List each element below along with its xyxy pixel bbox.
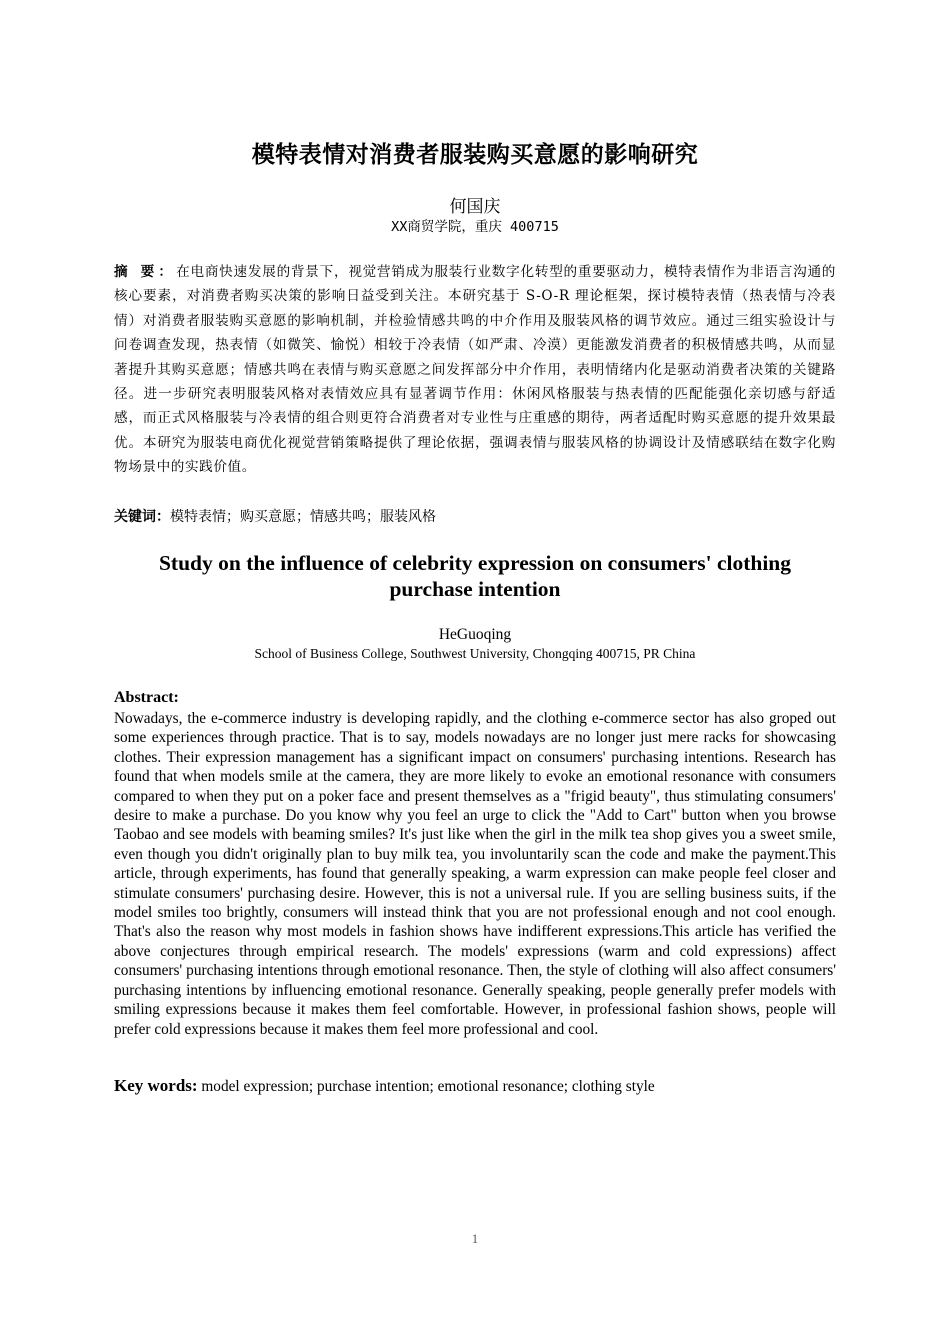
english-keywords-text: model expression; purchase intention; emotional resonance; clothing style (197, 1078, 655, 1095)
english-abstract-label: Abstract: (114, 689, 179, 706)
page-number: 1 (471, 1232, 479, 1246)
english-keywords (114, 1075, 836, 1098)
english-title: Study on the influence of celebrity expression on consumers' clothing purchase intention (158, 551, 792, 601)
chinese-keywords (114, 506, 836, 528)
chinese-title: 模特表情对消费者服装购买意愿的影响研究 (251, 142, 699, 168)
chinese-keywords-label: 关键词： (114, 509, 170, 525)
chinese-keywords-text: 模特表情；购买意愿；情感共鸣；服装风格 (170, 509, 436, 525)
chinese-abstract (114, 260, 836, 480)
chinese-author: 何国庆 (449, 197, 501, 217)
chinese-affiliation: XX商贸学院，重庆 400715 (391, 219, 559, 235)
english-author: HeGuoqing (438, 626, 512, 643)
english-abstract: Nowadays, the e-commerce industry is developing rapidly, and the clothing e-commerce sector has also groped out some experiences through practice. That is to say, models nowadays are no longer just mere racks for showcasing clothes. Their expression management has a significant impact on consumers' purchasing intentions. Research has found that when models smile at the camera, they are more likely to evoke an emotional resonance with consumers compared to when they put on a poker face and present themselves as a "frigid beauty", thus stimulating consumers' desire to make a purchase. Do you know why you feel an urge to click the "Add to Cart" button when you browse Taobao and see models with beaming smiles? It's just like when the girl in the milk tea shop gives you a sweet smile, even though you didn't originally plan to buy milk tea, you involuntarily scan the code and make the payment.This article, through experiments, has found that generally speaking, a warm expression can make people feel closer and stimulate consumers' purchasing desire. However, this is not a universal rule. If you are selling business suits, if the model smiles too brightly, consumers will instead think that you are not professional enough and not cool enough. That's also the reason why most models in fashion shows have indifferent expressions.This article has verified the above conjectures through empirical research. The models' expressions (warm and cold expressions) affect consumers' purchasing intentions through emotional resonance. Then, the style of clothing will also affect consumers' purchasing intentions by influencing emotional resonance. Generally speaking, people generally prefer models with smiling expressions because it makes them feel comfortable. However, in professional fashion shows, people will prefer cold expressions because it makes them feel more professional and cool. (114, 710, 836, 1038)
english-keywords-label: Key words: (114, 1076, 198, 1095)
chinese-abstract-text: 在电商快速发展的背景下，视觉营销成为服装行业数字化转型的重要驱动力，模特表情作为非语言沟通的核心要素，对消费者购买决策的影响日益受到关注。本研究基于 S-O-R 理论框架，探讨模特表情（热表情与冷表情）对消费者服装购买意愿的影响机制，并检验情感共鸣的中介作用及服装风格的调节效应。通过三组实验设计与问卷调查发现，热表情（如微笑、愉悦）相较于冷表情（如严肃、冷漠）更能激发消费者的积极情感共鸣，从而显著提升其购买意愿；情感共鸣在表情与购买意愿之间发挥部分中介作用，表明情绪内化是驱动消费者决策的关键路径。进一步研究表明服装风格对表情效应具有显著调节作用：休闲风格服装与热表情的匹配能强化亲切感与舒适感，而正式风格服装与冷表情的组合则更符合消费者对专业性与庄重感的期待，两者适配时购买意愿的提升效果最优。本研究为服装电商优化视觉营销策略提供了理论依据，强调表情与服装风格的协调设计及情感联结在数字化购物场景中的实践价值。 (114, 264, 836, 476)
english-affiliation: School of Business College, Southwest University, Chongqing 400715, PR China (254, 646, 696, 661)
chinese-abstract-label: 摘 要： (114, 264, 177, 280)
